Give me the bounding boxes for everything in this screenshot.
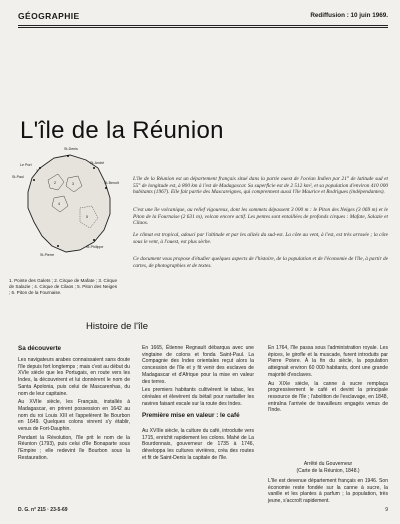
column-1	[18, 357, 130, 464]
label-saint-pierre: St-Pierre	[40, 253, 55, 257]
label-num-5: 5	[86, 215, 88, 219]
col1-paragraph: Les navigateurs arabes connaissaient sans doute l'île depuis fort longtemps ; mais c'est au début du XVIe siècle que les Portugais, en route vers les Indes, la découvrirent et lui donnèrent le nom de Santa Apolonia, puis celui de Mascarenhas, du nom de leur capitaine.	[18, 357, 130, 397]
decree-source: (Carte de la Réunion, 1848.)	[296, 467, 360, 474]
page-number: 9	[385, 507, 388, 513]
town-dot	[57, 245, 59, 247]
broadcast-date: Rediffusion : 10 juin 1969.	[310, 12, 388, 19]
header	[18, 11, 388, 25]
label-le-port: Le Port	[20, 163, 32, 167]
col2-paragraph: Les premiers habitants cultivèrent le tabac, les céréales et élevèrent du bétail pour ravitailler les navires faisant escale sur la route des Indes.	[142, 387, 254, 407]
label-saint-benoit: St-Benoît	[104, 181, 119, 185]
intro-paragraph-4: Ce document vous propose d'étudier quelques aspects de l'histoire, de la population et de l'économie de l'île, à partir de cartes, de photographies et de textes.	[133, 256, 388, 269]
town-dot	[67, 155, 69, 157]
intro-paragraph-1: L'île de la Réunion est un département français situé dans la partie ouest de l'océan Indien par 21° de latitude sud et 55° de longitude est, à 800 km à l'est de Madagascar. Sa superficie est de 2 512 km², et sa population d'environ 410 000 habitants (1967). Elle fait partie des Mascareignes, qui comprennent aussi l'île Maurice et Rodrigues (indépendantes).	[133, 176, 388, 195]
label-num-4: 4	[58, 202, 60, 206]
town-dot	[33, 179, 35, 181]
decree-title: Arrêté du Gouverneur	[303, 461, 353, 467]
island-outline	[28, 155, 110, 252]
col2-paragraph: En 1665, Étienne Regnault débarqua avec une vingtaine de colons et fonda Saint-Paul. La Compagnie des Indes orientales reçut alors la concession de l'île et y fit venir des esclaves de Madagascar et d'Afrique pour la mise en valeur des terres.	[142, 345, 254, 385]
town-dot	[105, 187, 107, 189]
col2b-paragraph: Au XVIIIe siècle, la culture du café, introduite vers 1715, enrichit rapidement les colons. Mahé de La Bourdonnais, gouverneur de 1735 à 1746, développa les cultures vivrières, créa des routes et fit de Saint-Denis la capitale de l'île.	[142, 428, 254, 461]
label-saint-philippe: St-Philippe	[86, 245, 104, 249]
town-dot	[93, 239, 95, 241]
page-title: L'île de la Réunion	[20, 117, 224, 144]
header-rule-thin	[18, 27, 388, 28]
label-num-3: 3	[72, 182, 74, 186]
label-num-1: 1	[36, 169, 38, 173]
col1-paragraph: Pendant la Révolution, l'île prit le nom de la Réunion (1793), puis celui d'île Bonaparte sous l'Empire ; elle redevint île Bourbon sous la Restauration.	[18, 434, 130, 461]
col3-paragraph: En 1764, l'île passa sous l'administration royale. Les épices, le girofle et la muscade, furent introduits par Pierre Poivre. À la fin du siècle, la population atteignait environ 60 000 habitants, dont une grande majorité d'esclaves.	[268, 345, 388, 378]
column-2b	[142, 428, 254, 464]
header-rule	[18, 25, 388, 26]
section-label: GÉOGRAPHIE	[18, 11, 80, 21]
label-saint-paul: St-Paul	[12, 175, 24, 179]
footer-reference: D. G. n° 215 · 23-5-69	[18, 507, 68, 513]
label-saint-denis: St-Denis	[64, 147, 78, 151]
column-3b	[268, 478, 388, 507]
col3-paragraph: Au XIXe siècle, la canne à sucre remplaça progressivement le café et devint la principale ressource de l'île ; l'abolition de l'esclavage, en 1848, entraîna l'arrivée de travailleurs engagés venus de l'Inde.	[268, 380, 388, 414]
town-dot	[93, 167, 95, 169]
label-saint-andre: St-André	[90, 161, 105, 165]
town-dot	[39, 167, 41, 169]
map-caption: 1. Pointe des Galets ; 2. Cirque de Mafate ; 3. Cirque de Salazie ; 4. Cirque de Cilaos ; 5. Piton des Neiges ; 6. Piton de la Fournaise.	[9, 278, 118, 295]
decree-block	[268, 461, 388, 474]
history-heading: Histoire de l'île	[86, 321, 149, 332]
col1-paragraph: Au XVIIe siècle, les Français, installés à Madagascar, en prirent possession en 1642 au nom du roi Louis XIII et l'appelèrent île Bourbon en 1649. Quelques colons vinrent s'y établir, venus de Fort-Dauphin.	[18, 399, 130, 433]
column-3	[268, 345, 388, 416]
map-svg	[6, 138, 126, 278]
intro-paragraph-2: C'est une île volcanique, au relief vigoureux, dont les sommets dépassent 3 000 m : le Piton des Neiges (3 069 m) et le Piton de la Fournaise (2 631 m), volcan encore actif. Les pentes sont entaillées de profonds cirques : Mafate, Salazie et Cilaos.	[133, 207, 388, 226]
label-num-2: 2	[54, 181, 56, 185]
column-2	[142, 345, 254, 409]
discovery-heading: Sa découverte	[18, 345, 62, 352]
col3b-paragraph: L'île est devenue département français en 1946. Son économie reste fondée sur la canne à sucre, la vanille et les plantes à parfum ; la population, très jeune, s'accroît rapidement.	[268, 478, 388, 505]
island-map	[6, 138, 126, 278]
first-development-heading: Première mise en valeur : le café	[142, 412, 240, 419]
intro-paragraph-3: Le climat est tropical, adouci par l'altitude et par les alizés du sud-est. La côte au vent, à l'est, est très arrosée ; la côte sous le vent, à l'ouest, est plus sèche.	[133, 232, 388, 245]
